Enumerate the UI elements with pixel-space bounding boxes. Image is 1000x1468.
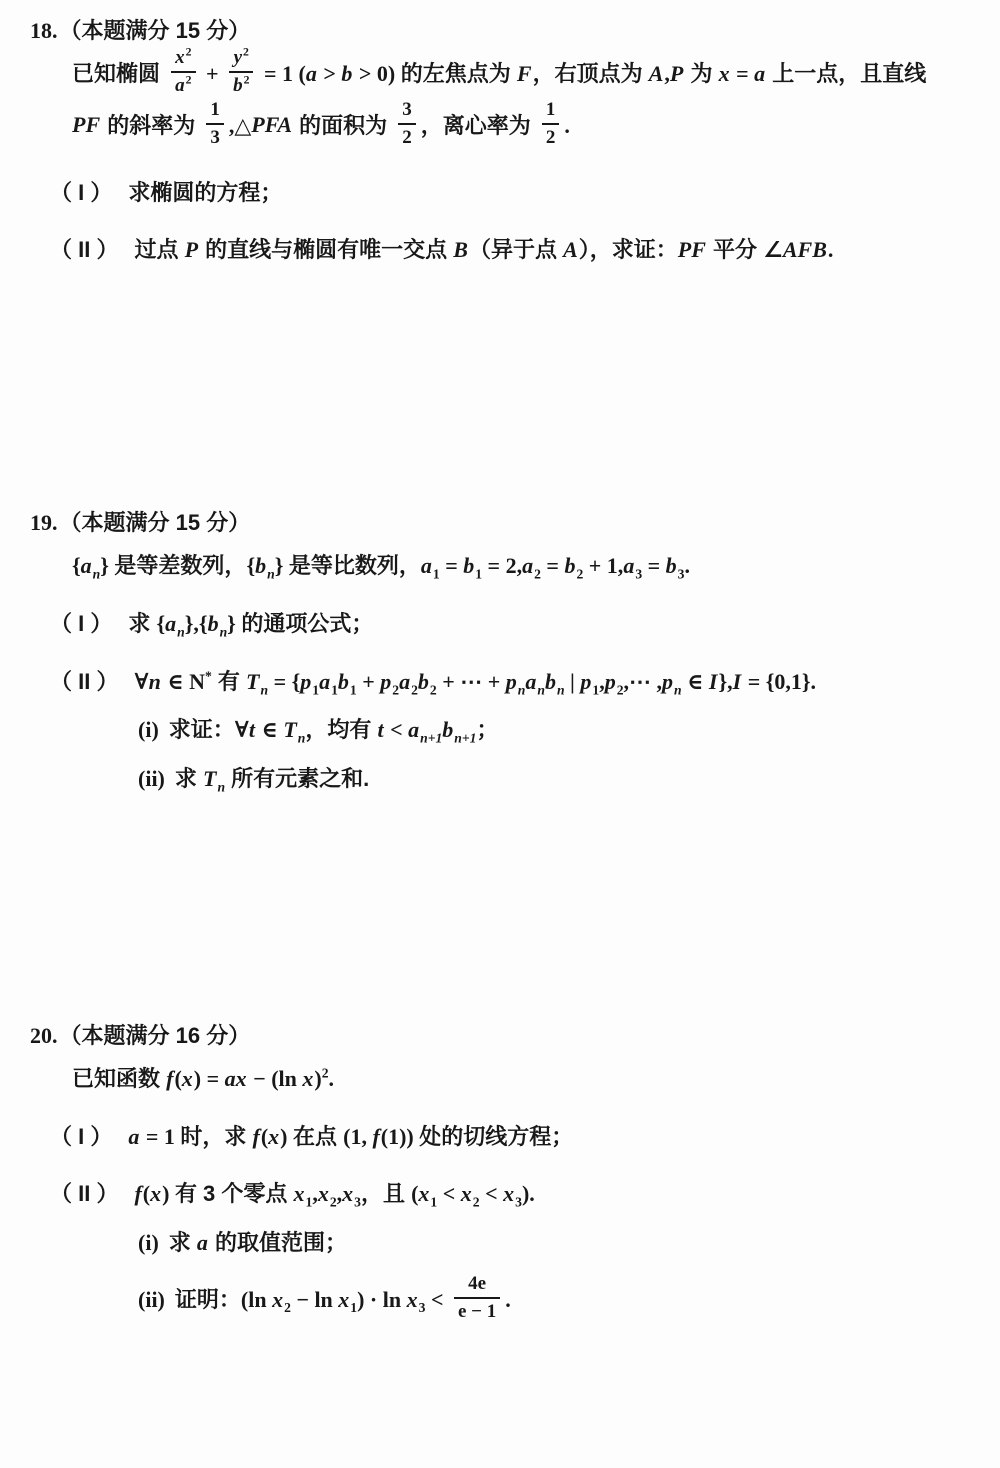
text-segment: ( — [411, 1181, 419, 1207]
math-variable: p — [300, 668, 312, 694]
text-segment: 2 — [534, 566, 541, 582]
math-variable: a — [196, 1230, 208, 1256]
text-segment: + 1, — [583, 552, 624, 578]
text-segment: （本题满分 15 分） — [59, 510, 251, 536]
text-segment: = — [730, 60, 755, 86]
text-segment: + ⋯ + — [436, 668, 506, 694]
fraction — [206, 100, 224, 148]
text-segment: + — [356, 668, 381, 694]
part-label: （ I ） — [50, 1123, 113, 1149]
text-segment: > 0) — [353, 60, 401, 86]
text-segment: 求椭圆的方程； — [128, 179, 283, 205]
text-segment: = {0,1}. — [742, 668, 817, 694]
math-variable: b — [233, 74, 243, 96]
text-segment: , — [664, 60, 670, 86]
text-segment: ； — [476, 717, 499, 743]
math-variable: x — [150, 1181, 162, 1207]
text-segment: ，右顶点为 — [532, 60, 649, 86]
text-segment: 1 — [331, 681, 338, 697]
math-variable: a — [399, 668, 411, 694]
text-segment: , — [336, 1181, 343, 1207]
text-segment: 2 — [402, 126, 412, 148]
fraction-numerator — [464, 1274, 490, 1297]
problem-number: 19. — [30, 510, 58, 536]
problem-18 — [30, 16, 972, 266]
math-variable: B — [453, 237, 468, 263]
text-segment: ) — [162, 1181, 175, 1207]
text-segment: },{ — [184, 610, 208, 636]
math-variable: x — [460, 1181, 472, 1207]
text-segment: 2 — [392, 681, 400, 697]
text-segment: 平分 ∠ — [706, 237, 783, 263]
fraction-numerator — [230, 45, 253, 71]
math-variable: x — [342, 1181, 354, 1207]
text-segment: (1)) — [380, 1123, 420, 1149]
fraction — [398, 100, 416, 148]
fraction-denominator — [229, 71, 253, 96]
text-segment: 是等差数列， — [114, 552, 247, 578]
subpart-label: (ii) — [138, 1286, 165, 1312]
math-variable: b — [417, 668, 429, 694]
math-variable: n — [148, 668, 161, 694]
text-segment: + — [200, 60, 225, 86]
math-variable: A — [648, 60, 664, 86]
math-variable: a — [175, 74, 185, 96]
math-variable: AFB — [782, 237, 827, 263]
problem-header-line — [30, 16, 972, 47]
text-segment: 1 — [350, 1300, 358, 1316]
fraction — [454, 1274, 500, 1322]
math-variable: p — [580, 668, 592, 694]
text-segment: 2 — [616, 681, 624, 697]
text-segment: n — [219, 624, 228, 640]
text-segment: 1 — [545, 98, 556, 120]
text-segment: (1, — [343, 1123, 373, 1149]
text-segment: . — [564, 112, 570, 138]
math-variable: b — [341, 60, 353, 86]
math-variable: b — [463, 552, 475, 578]
text-segment: 2 — [185, 45, 192, 59]
text-segment: . — [505, 1286, 511, 1312]
statement-line — [72, 551, 972, 582]
text-segment: 的斜率为 — [101, 112, 202, 138]
text-segment: n+1 — [454, 730, 477, 746]
text-segment: ,⋯ , — [623, 668, 663, 694]
text-segment: n — [517, 681, 526, 697]
text-segment: ) · ln — [357, 1286, 407, 1312]
math-variable: ax — [224, 1065, 247, 1091]
part-line — [50, 1179, 972, 1210]
text-segment: n — [177, 624, 185, 640]
fraction-numerator — [542, 100, 560, 123]
text-segment: 所有元素之和. — [225, 766, 370, 792]
text-segment: > — [317, 60, 342, 86]
fraction-numerator — [206, 100, 224, 123]
math-variable: I — [708, 668, 718, 694]
text-segment: （异于点 — [468, 237, 564, 263]
part-line — [50, 667, 972, 698]
math-variable: b — [337, 668, 349, 694]
text-segment: ) — [280, 1123, 293, 1149]
text-segment: 是等比数列， — [288, 552, 421, 578]
text-segment: n — [260, 681, 269, 697]
math-variable: I — [732, 668, 742, 694]
fraction — [229, 45, 253, 96]
part-label: （ II ） — [50, 1181, 119, 1207]
math-variable: x — [503, 1181, 515, 1207]
text-segment: | — [564, 668, 581, 694]
text-segment: 过点 — [134, 237, 185, 263]
text-segment: = — [642, 552, 666, 578]
part-label: （ II ） — [50, 668, 119, 694]
math-variable: a — [165, 610, 177, 636]
math-variable: t — [377, 717, 384, 743]
fraction — [542, 100, 560, 148]
text-segment: 1 — [312, 681, 320, 697]
math-variable: a — [525, 668, 537, 694]
text-segment: = 1 ( — [258, 60, 306, 86]
text-segment: < — [425, 1286, 449, 1312]
math-variable: P — [669, 60, 684, 86]
text-segment: n — [674, 681, 682, 697]
text-segment: 3 — [677, 566, 685, 582]
text-segment: 3 — [210, 126, 220, 148]
math-variable: x — [317, 1181, 329, 1207]
math-variable: x — [272, 1286, 284, 1312]
text-segment: 的直线与椭圆有唯一交点 — [199, 237, 454, 263]
part-line — [50, 235, 972, 266]
text-segment: ∀ — [134, 668, 149, 694]
text-segment: = — [540, 552, 565, 578]
problem-20 — [30, 1021, 972, 1325]
text-segment: n — [297, 730, 306, 746]
text-segment: ( — [174, 1065, 182, 1091]
text-segment: 1 — [432, 566, 440, 582]
fraction-denominator — [206, 123, 224, 148]
math-variable: a — [754, 60, 766, 86]
text-segment: 求证： — [168, 717, 235, 743]
statement-line — [72, 45, 972, 99]
subpart-line — [138, 764, 972, 795]
text-segment: ），求证： — [578, 237, 678, 263]
math-variable: T — [203, 766, 217, 792]
text-segment: = 1 — [140, 1123, 181, 1149]
text-segment: 的左焦点为 — [400, 60, 517, 86]
math-variable: b — [564, 552, 576, 578]
math-variable: f — [372, 1123, 380, 1149]
subpart-line — [138, 1228, 972, 1259]
text-segment: , — [599, 668, 605, 694]
text-segment: ∈ N — [161, 668, 205, 694]
text-segment: n — [537, 681, 545, 697]
math-variable: T — [283, 717, 297, 743]
subpart-line — [138, 715, 972, 746]
text-segment: − ln — [290, 1286, 339, 1312]
text-segment: = { — [268, 668, 301, 694]
text-segment: 2 — [243, 45, 249, 59]
text-segment: 2 — [243, 73, 250, 87]
math-variable: b — [207, 610, 219, 636]
text-segment: . — [827, 237, 834, 263]
text-segment: 3 — [354, 1194, 361, 1210]
text-segment: . — [328, 1065, 335, 1091]
math-variable: a — [80, 552, 92, 578]
math-variable: PFA — [251, 112, 293, 138]
math-variable: x — [268, 1123, 280, 1149]
text-segment: 1 — [430, 1194, 438, 1210]
text-segment: 在点 — [293, 1123, 344, 1149]
text-segment: 2 — [321, 1065, 329, 1081]
text-segment: 1 — [475, 566, 483, 582]
text-segment: ，且 — [360, 1181, 412, 1207]
text-segment: 2 — [429, 681, 437, 697]
math-variable: x — [302, 1065, 314, 1091]
text-segment: 2 — [329, 1194, 337, 1210]
text-segment: ( — [142, 1181, 151, 1207]
text-segment: 有 — [211, 668, 247, 694]
subpart-label: (ii) — [138, 766, 165, 792]
math-variable: f — [252, 1123, 260, 1149]
text-segment: n — [556, 681, 565, 697]
text-segment: 2 — [545, 126, 556, 148]
problem-19 — [30, 508, 972, 795]
text-segment: 上一点，且直线 — [766, 60, 927, 86]
text-segment: 2 — [472, 1194, 480, 1210]
math-variable: p — [380, 668, 392, 694]
fraction — [171, 45, 195, 96]
math-variable: PF — [677, 237, 706, 263]
math-variable: x — [418, 1181, 430, 1207]
text-segment: { — [72, 552, 81, 578]
text-segment: ,△ — [228, 112, 252, 138]
math-variable: x — [181, 1065, 193, 1091]
text-segment: n — [267, 566, 275, 582]
part-label: （ I ） — [50, 610, 113, 636]
part-line — [50, 1122, 972, 1153]
math-variable: p — [505, 668, 517, 694]
text-segment: 已知函数 — [72, 1065, 167, 1091]
text-segment: 3 — [418, 1300, 426, 1316]
text-segment: 1 — [305, 1194, 313, 1210]
fraction-denominator — [398, 123, 416, 148]
text-segment: 3 — [402, 98, 412, 120]
text-segment: n — [92, 566, 101, 582]
text-segment: 的通项公式； — [241, 610, 374, 636]
math-variable: a — [623, 552, 635, 578]
text-segment: } — [100, 552, 115, 578]
math-variable: a — [305, 60, 317, 86]
part-label: （ I ） — [50, 179, 113, 205]
text-segment: 有 3 个零点 — [174, 1181, 294, 1207]
text-segment: 的面积为 — [293, 112, 394, 138]
text-segment: 求 — [168, 1230, 197, 1256]
text-segment: . — [684, 552, 690, 578]
text-segment: 2 — [185, 73, 192, 87]
math-variable: A — [563, 237, 578, 263]
text-segment: ∈ — [681, 668, 709, 694]
math-variable: x — [718, 60, 730, 86]
text-segment: { — [246, 552, 256, 578]
math-variable: x — [406, 1286, 418, 1312]
text-segment: 1 — [592, 681, 600, 697]
text-segment: }, — [718, 668, 733, 694]
math-variable: PF — [72, 112, 101, 138]
text-segment: < — [384, 717, 409, 743]
problem-header-line — [30, 1021, 972, 1052]
text-segment: < — [479, 1181, 504, 1207]
text-segment: < — [437, 1181, 461, 1207]
text-segment: （本题满分 15 分） — [59, 18, 251, 43]
text-segment: ). — [521, 1181, 535, 1207]
text-segment: 处的切线方程； — [419, 1123, 574, 1149]
text-segment: 4e — [468, 1272, 487, 1294]
math-variable: y — [233, 46, 243, 68]
text-segment: = 2, — [482, 552, 523, 578]
part-line — [50, 609, 972, 640]
math-variable: f — [166, 1065, 174, 1091]
text-segment: ，离心率为 — [420, 112, 537, 138]
text-segment: * — [205, 668, 212, 684]
subpart-line — [138, 1272, 972, 1325]
text-segment: 的取值范围； — [208, 1230, 348, 1256]
text-segment: ) = — [193, 1065, 225, 1091]
text-segment: 2 — [284, 1300, 291, 1316]
text-segment: 3 — [635, 566, 643, 582]
statement-line — [72, 1064, 972, 1095]
subpart-label: (i) — [138, 1230, 159, 1256]
text-segment: 1 — [210, 98, 220, 120]
math-variable: a — [522, 552, 534, 578]
math-variable: F — [516, 60, 532, 86]
text-segment: 时，求 — [180, 1123, 253, 1149]
subpart-label: (i) — [138, 717, 159, 743]
text-segment: ∀ — [234, 717, 249, 743]
part-line — [50, 178, 972, 209]
text-segment: } — [274, 552, 289, 578]
text-segment: } — [227, 610, 242, 636]
text-segment: (ln — [240, 1286, 273, 1312]
math-variable: b — [544, 668, 556, 694]
fraction-denominator — [171, 71, 195, 96]
fraction-denominator — [542, 123, 560, 148]
text-segment: 为 — [684, 60, 719, 86]
math-variable: f — [134, 1181, 142, 1207]
text-segment: ( — [260, 1123, 269, 1149]
text-segment: 证明： — [174, 1286, 241, 1312]
text-segment: n — [217, 779, 226, 795]
math-variable: a — [420, 552, 432, 578]
text-segment: ) — [314, 1065, 322, 1091]
fraction-numerator — [398, 100, 416, 123]
part-label: （ II ） — [50, 237, 119, 263]
text-segment: = — [439, 552, 464, 578]
text-segment: ∈ — [256, 717, 284, 743]
text-segment: 2 — [576, 566, 584, 582]
text-segment: e − 1 — [457, 1300, 497, 1322]
fraction-numerator — [171, 45, 195, 71]
math-variable: b — [665, 552, 677, 578]
fraction-denominator — [454, 1297, 500, 1322]
math-variable: a — [128, 1123, 140, 1149]
text-segment: { — [156, 610, 166, 636]
math-variable: a — [408, 717, 420, 743]
text-segment: 求 — [174, 766, 204, 792]
math-variable: x — [338, 1286, 350, 1312]
math-variable: P — [184, 237, 199, 263]
math-variable: a — [319, 668, 331, 694]
text-segment: 3 — [515, 1194, 522, 1210]
text-segment: 求 — [128, 610, 157, 636]
text-segment: − (ln — [247, 1065, 303, 1091]
math-variable: p — [604, 668, 616, 694]
problem-number: 18. — [30, 18, 58, 43]
problem-number: 20. — [30, 1022, 58, 1048]
math-variable: T — [246, 668, 260, 694]
problem-header-line — [30, 508, 972, 539]
math-variable: t — [248, 717, 256, 743]
text-segment: ，均有 — [305, 717, 378, 743]
math-variable: x — [175, 46, 185, 68]
text-segment: （本题满分 16 分） — [59, 1022, 251, 1048]
math-variable: p — [662, 668, 674, 694]
math-variable: x — [293, 1181, 305, 1207]
text-segment: n+1 — [420, 730, 443, 746]
statement-line — [72, 98, 972, 151]
text-segment: 2 — [411, 681, 418, 697]
math-variable: b — [255, 552, 267, 578]
math-variable: b — [442, 717, 454, 743]
text-segment: 已知椭圆 — [72, 60, 167, 86]
text-segment: , — [312, 1181, 318, 1207]
text-segment: 1 — [349, 681, 357, 697]
